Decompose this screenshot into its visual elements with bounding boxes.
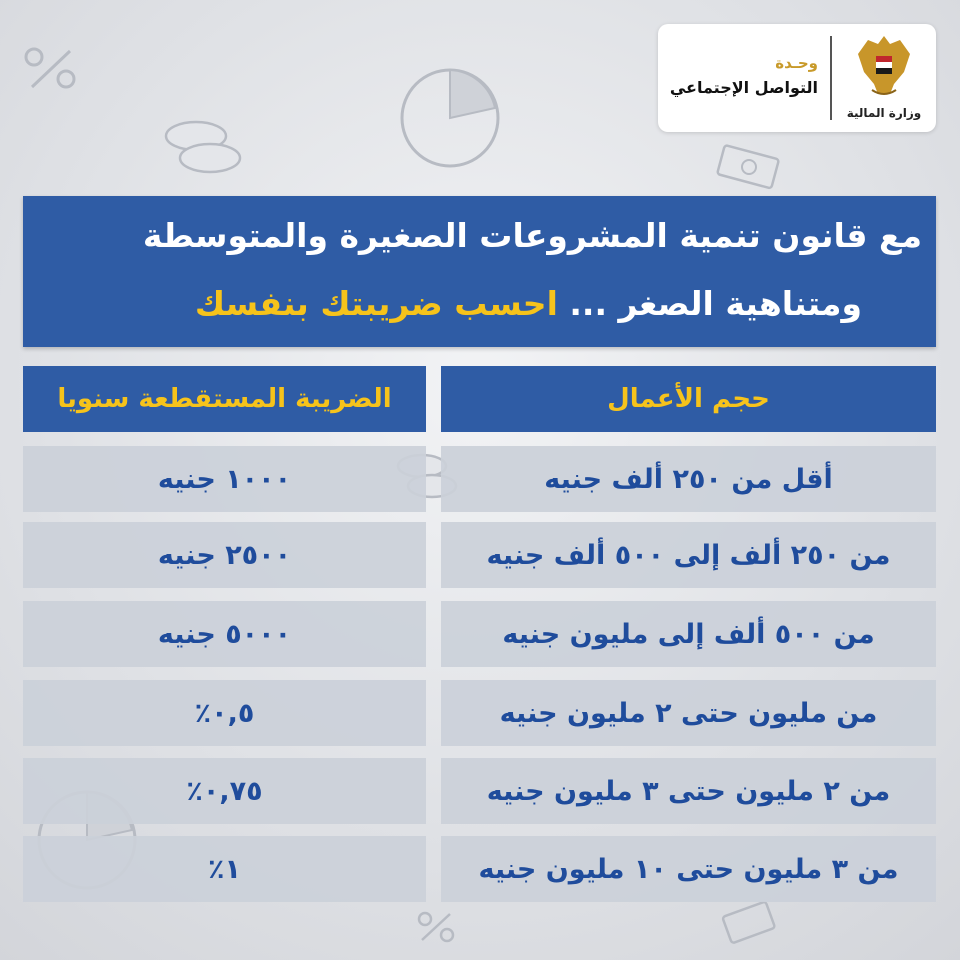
table-row-tax: ٢٥٠٠ جنيه <box>23 522 426 588</box>
pie-chart-doodle-icon <box>395 58 505 178</box>
banner-title-line2 <box>23 284 862 323</box>
banner-highlight: احسب ضريبتك بنفسك <box>194 284 558 323</box>
table-row-tax: ٠,٥٪ <box>23 680 426 746</box>
percent-doodle-icon <box>416 910 456 944</box>
table-row-tax: ٠,٧٥٪ <box>23 758 426 824</box>
title-banner <box>23 196 936 347</box>
table-row-size: من ٢٥٠ ألف إلى ٥٠٠ ألف جنيه <box>441 522 936 588</box>
coins-doodle-icon <box>158 112 248 182</box>
table-row-size: أقل من ٢٥٠ ألف جنيه <box>441 446 936 512</box>
logo-card <box>658 24 936 132</box>
header-business-size: حجم الأعمال <box>441 366 936 432</box>
unit-label-large: التواصل الإجتماعي <box>669 78 818 97</box>
table-row-tax: ١٠٠٠ جنيه <box>23 446 426 512</box>
logo-divider <box>830 36 832 120</box>
ministry-name: وزارة المالية <box>846 106 922 120</box>
table-row-size: من ٣ مليون حتى ١٠ مليون جنيه <box>441 836 936 902</box>
eagle-emblem-icon <box>854 32 914 102</box>
table-row-size: من ٢ مليون حتى ٣ مليون جنيه <box>441 758 936 824</box>
banknote-doodle-icon <box>714 142 784 192</box>
banner-title-line1: مع قانون تنمية المشروعات الصغيرة والمتوسطة <box>142 216 922 255</box>
header-annual-tax: الضريبة المستقطعة سنويا <box>23 366 426 432</box>
banner-line2-prefix: ومتناهية الصغر ... <box>569 284 862 323</box>
table-row-size: من ٥٠٠ ألف إلى مليون جنيه <box>441 601 936 667</box>
banknote-doodle-icon <box>720 898 780 948</box>
table-row-tax: ١٪ <box>23 836 426 902</box>
unit-label-small: وحـدة <box>775 54 818 72</box>
percent-doodle-icon <box>22 45 80 91</box>
table-row-size: من مليون حتى ٢ مليون جنيه <box>441 680 936 746</box>
table-row-tax: ٥٠٠٠ جنيه <box>23 601 426 667</box>
